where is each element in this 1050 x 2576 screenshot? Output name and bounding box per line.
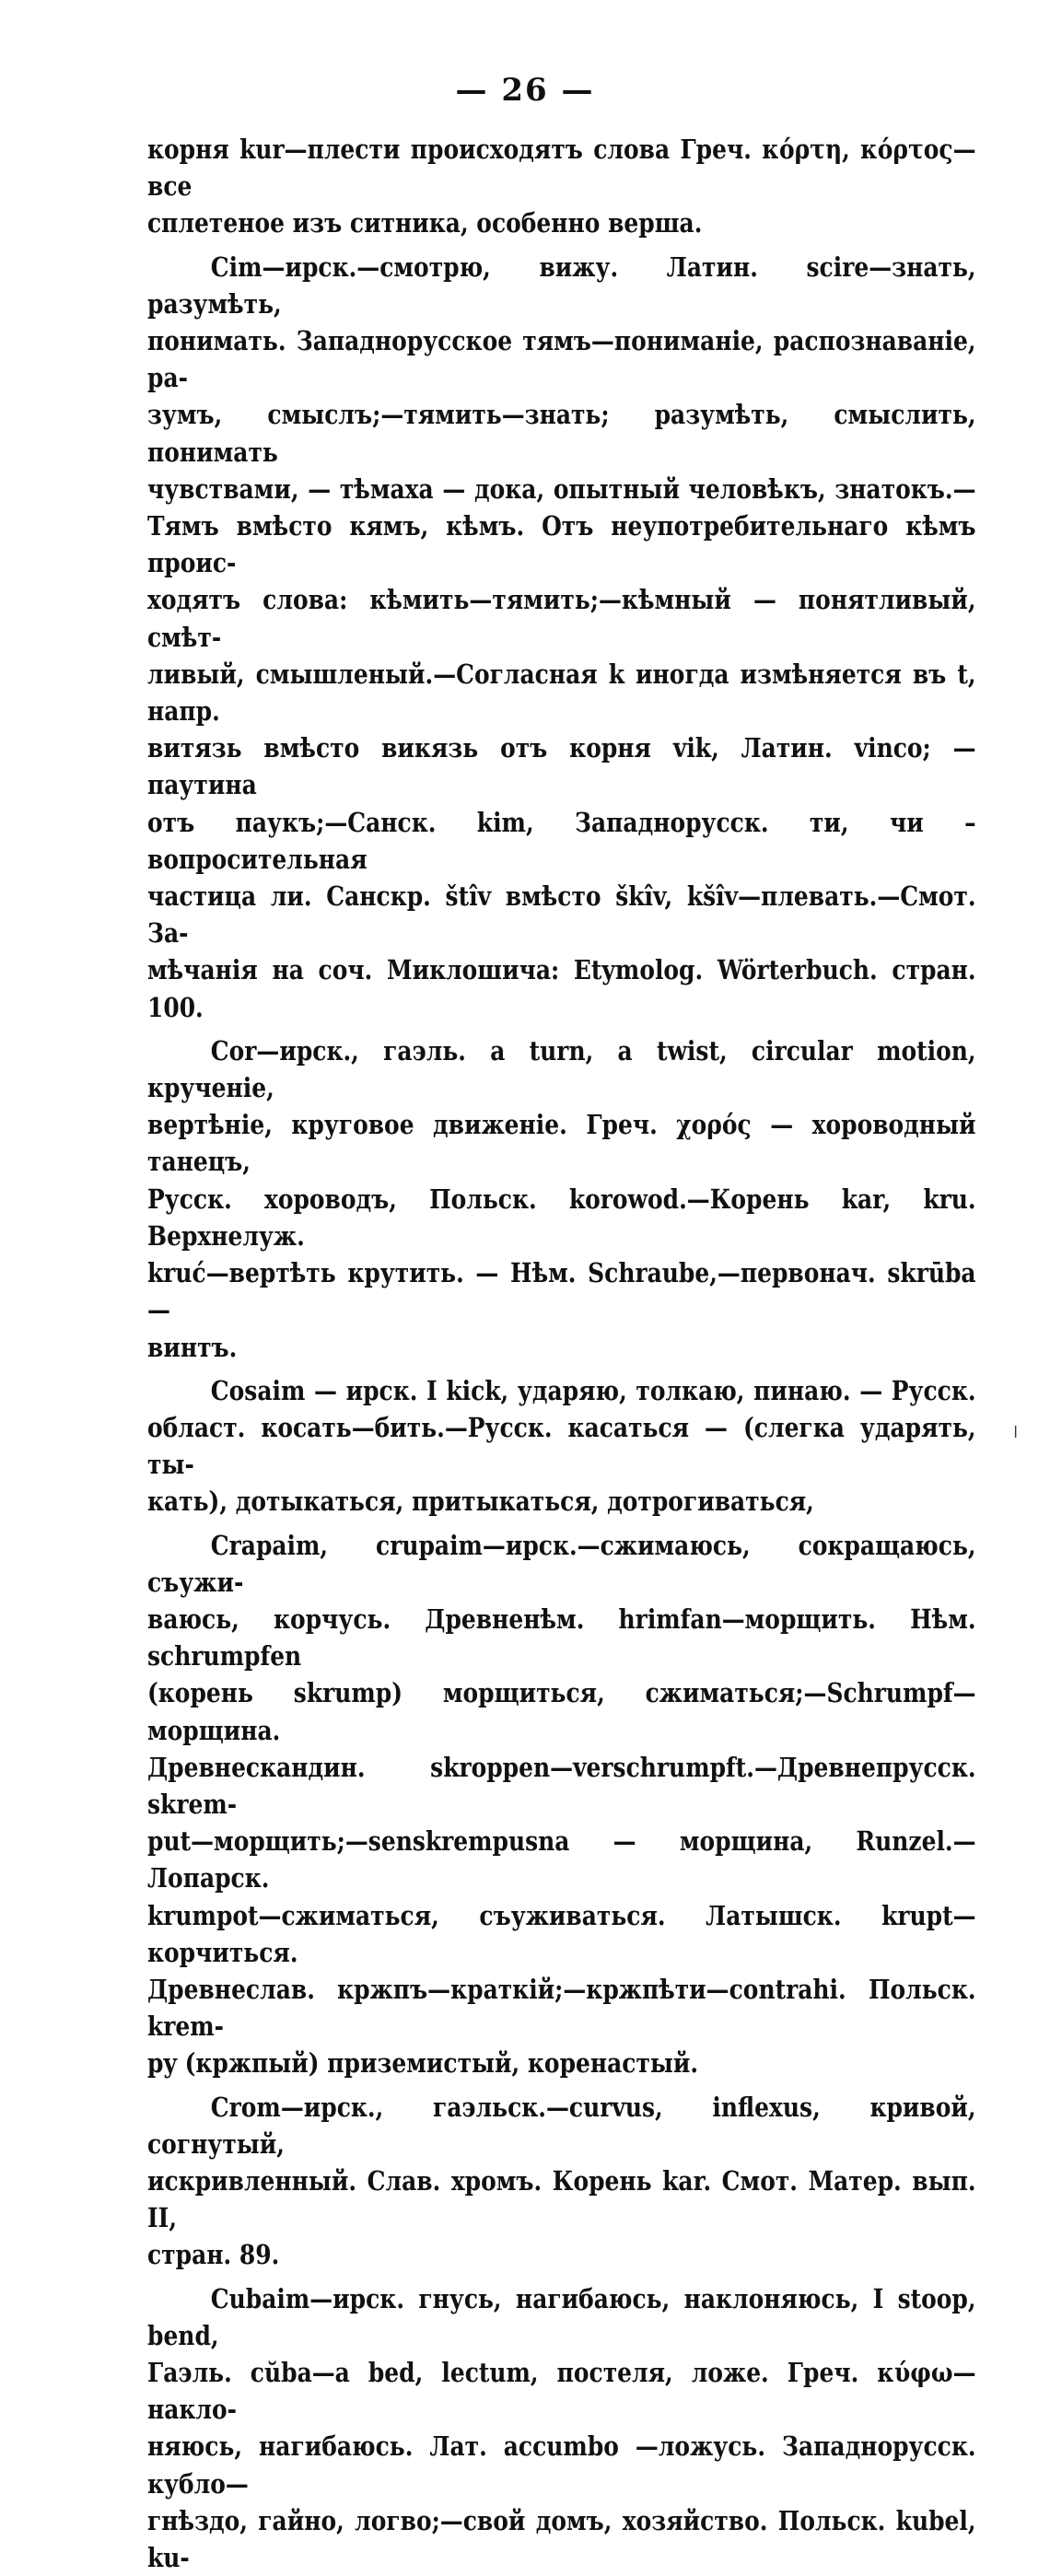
text-line: чувствами, — тѣмаха — дока, опытный человѣкъ, знатокъ.— (147, 472, 976, 505)
text-line: стран. 89. (147, 2239, 280, 2271)
text-line: Русск. хороводъ, Польск. korowod.—Корень kar, kru. Верхнелуж. (147, 1183, 976, 1252)
text-line: винтъ. (147, 1331, 238, 1363)
text-line: корня kur—плести происходятъ слова Греч. κόρτη, κόρτος—все (147, 134, 976, 203)
paragraph-cosaim (147, 1372, 976, 1521)
text-line: частица ли. Санскр. štîv вмѣсто škîv, kšîv—плевать.—Смот. За- (147, 880, 976, 950)
text-line: вертѣніе, круговое движеніе. Греч. χορός — хороводный танецъ, (147, 1109, 976, 1178)
paragraph-cor (147, 1032, 976, 1366)
text-line: krumpot—сжиматься, съуживаться. Латышск. krupt—корчиться. (147, 1899, 976, 1968)
page-body (147, 131, 976, 2576)
text-line: Cor—ирск., гаэль. a turn, a twist, circular motion, крученіе, (147, 1034, 976, 1104)
text-line: Cubaim—ирск. гнусь, нагибаюсь, наклоняюсь, I stoop, bend, (147, 2282, 976, 2351)
paragraph-kur (147, 131, 976, 242)
text-line: Древнескандин. skroppen—verschrumpft.—Древнепрусск. skrem- (147, 1751, 976, 1820)
text-line: Crom—ирск., гаэльск.—curvus, inflexus, кривой, согнутый, (147, 2091, 976, 2160)
text-line: Cosaim — ирск. I kick, ударяю, толкаю, пинаю. — Русск. (210, 1374, 976, 1406)
text-line: Тямъ вмѣсто кямъ, кѣмъ. Отъ неупотребительнаго кѣмъ проис- (147, 510, 976, 579)
text-line: зумъ, смыслъ;—тямить—знать; разумѣть, смыслить, понимать (147, 399, 976, 468)
page-number: — 26 — (455, 72, 595, 109)
text-line: kruć—вертѣть крутить. — Нѣм. Schraube,—первонач. skrūba— (147, 1257, 976, 1326)
text-line: py (кржпый) приземистый, коренастый. (147, 2047, 699, 2080)
text-line: няюсь, нагибаюсь. Лат. accumbo —ложусь. Западнорусск. кубло— (147, 2430, 976, 2500)
text-line: Cim—ирск.—смотрю, вижу. Латин. scire—знать, разумѣть, (147, 251, 976, 320)
paragraph-crom (147, 2089, 976, 2274)
text-line: Crapaim, crupaim—ирск.—сжимаюсь, сокращаюсь, съужи- (147, 1529, 976, 1598)
text-line: Гаэль. cŭba—a bed, lectum, постеля, ложе. Греч. κύφω—накло- (147, 2356, 976, 2426)
text-line: гнѣздо, гайно, логво;—свой домъ, хозяйство. Польск. kubel, ku- (147, 2504, 976, 2573)
text-line: отъ паукъ;—Санск. kim, Западнорусск. ти, чи – вопросительная (147, 806, 976, 875)
text-line: Древнеслав. кржпъ—краткій;—кржпѣти—contrahi. Польск. krem- (147, 1973, 976, 2043)
text-line: ливый, смышленый.—Согласная k иногда измѣняется въ t, напр. (147, 658, 976, 728)
paragraph-cubaim (147, 2280, 976, 2576)
margin-mark: ǀ (1013, 1423, 1019, 1442)
paragraph-cim (147, 249, 976, 1026)
text-line: (корень skrump) морщиться, сжиматься;—Schrumpf—морщина. (147, 1677, 976, 1746)
paragraph-crapaim (147, 1527, 976, 2082)
text-line: put—морщить;—senskrempusna — морщина, Runzel.—Лопарск. (147, 1825, 976, 1894)
text-line: сплетеное изъ ситника, особенно верша. (147, 207, 703, 239)
text-line: витязь вмѣсто викязь отъ корня vik, Латин. vinco; — паутина (147, 732, 976, 801)
text-line: кать), дотыкаться, притыкаться, дотрогиваться, (147, 1486, 814, 1518)
text-line: понимать. Западнорусское тямъ—пониманіе, распознаваніе, ра- (147, 325, 976, 394)
text-line: мѣчанія на соч. Миклошича: Etymolog. Wörterbuch. стран. 100. (147, 954, 976, 1023)
text-line: искривленный. Слав. хромъ. Корень kar. Смот. Матер. вып. II, (147, 2164, 976, 2234)
text-line: ходятъ слова: кѣмить—тямить;—кѣмный — понятливый, смѣт- (147, 584, 976, 653)
text-line: област. косать—бить.—Русск. касаться — (слегка ударять, ты- (147, 1411, 976, 1481)
text-line: ваюсь, корчусь. Древненѣм. hrimfan—морщить. Нѣм. schrumpfen (147, 1603, 976, 1673)
